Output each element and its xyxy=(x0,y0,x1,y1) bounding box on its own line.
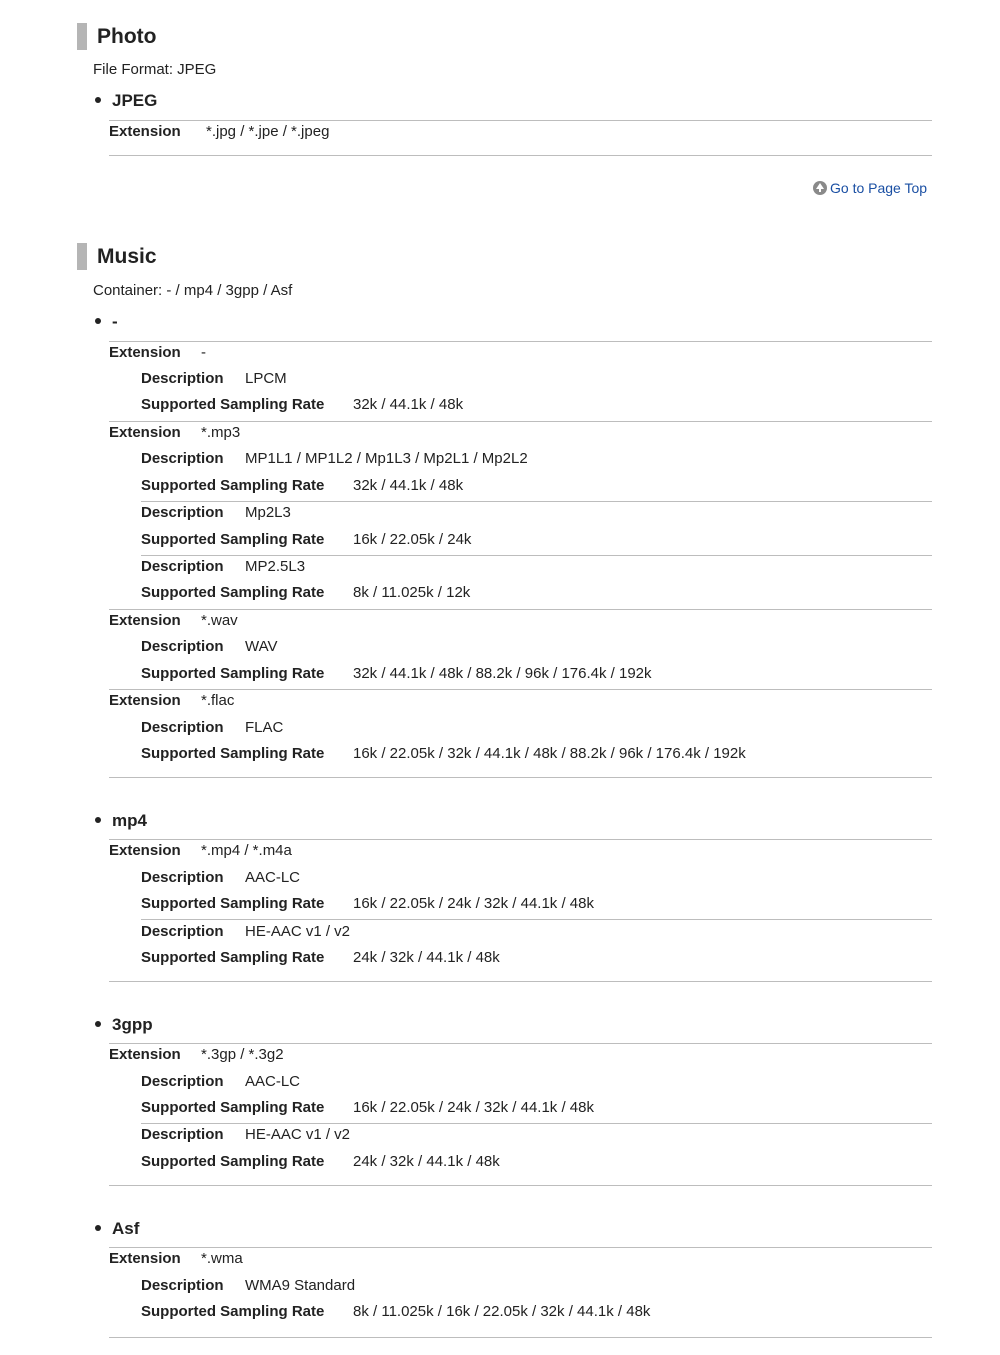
divider xyxy=(109,120,932,121)
divider xyxy=(141,919,932,920)
format-name: mp4 xyxy=(112,811,147,830)
extension-row xyxy=(109,842,292,860)
extension-row xyxy=(109,612,238,630)
divider xyxy=(141,501,932,502)
description-value: LPCM xyxy=(245,370,287,387)
description-label: Description xyxy=(141,1073,224,1090)
sampling-rate-value: 8k / 11.025k / 16k / 22.05k / 32k / 44.1k / 48k xyxy=(353,1303,651,1320)
sampling-rate-row xyxy=(141,1099,594,1117)
music-container: Container: - / mp4 / 3gpp / Asf xyxy=(93,282,293,299)
go-to-page-top-label: Go to Page Top xyxy=(830,180,928,196)
format-heading xyxy=(95,1219,139,1239)
extension-label: Extension xyxy=(109,123,181,140)
bullet-icon xyxy=(95,318,101,324)
divider xyxy=(109,1043,932,1044)
section-marker xyxy=(77,243,87,270)
divider xyxy=(109,777,932,778)
description-value: AAC-LC xyxy=(245,1073,301,1090)
extension-value: *.3gp / *.3g2 xyxy=(201,1046,284,1063)
extension-label: Extension xyxy=(109,1250,181,1267)
description-label: Description xyxy=(141,719,224,736)
sampling-rate-label: Supported Sampling Rate xyxy=(141,1303,325,1320)
format-name: 3gpp xyxy=(112,1015,153,1034)
description-row xyxy=(141,450,528,468)
photo-file-format: File Format: JPEG xyxy=(93,61,217,78)
divider xyxy=(141,555,932,556)
description-label: Description xyxy=(141,370,224,387)
arrow-up-circle-icon xyxy=(813,181,827,195)
description-value: FLAC xyxy=(245,719,284,736)
description-row xyxy=(141,1277,356,1295)
format-name: - xyxy=(112,312,118,331)
description-value: MP2.5L3 xyxy=(245,558,306,575)
description-label: Description xyxy=(141,1277,224,1294)
extension-label: Extension xyxy=(109,692,181,709)
description-row xyxy=(141,638,278,656)
sampling-rate-row xyxy=(141,477,464,495)
extension-label: Extension xyxy=(109,424,181,441)
description-row xyxy=(141,719,284,737)
description-label: Description xyxy=(141,869,224,886)
divider xyxy=(109,1247,932,1248)
bullet-icon xyxy=(95,817,101,823)
go-to-page-top-link[interactable] xyxy=(813,180,927,196)
description-value: MP1L1 / MP1L2 / Mp1L3 / Mp2L1 / Mp2L2 xyxy=(245,450,528,467)
section-title: Photo xyxy=(97,25,157,48)
divider xyxy=(109,421,932,422)
sampling-rate-value: 16k / 22.05k / 32k / 44.1k / 48k / 88.2k / 96k / 176.4k / 192k xyxy=(353,745,746,762)
extension-value: *.wma xyxy=(201,1250,243,1267)
divider xyxy=(109,155,932,156)
sampling-rate-label: Supported Sampling Rate xyxy=(141,949,325,966)
sampling-rate-row xyxy=(141,1153,500,1171)
sampling-rate-label: Supported Sampling Rate xyxy=(141,396,325,413)
divider xyxy=(109,689,932,690)
sampling-rate-label: Supported Sampling Rate xyxy=(141,745,325,762)
music-section-header xyxy=(77,243,677,269)
extension-value: *.jpg / *.jpe / *.jpeg xyxy=(206,123,330,140)
sampling-rate-value: 32k / 44.1k / 48k xyxy=(353,396,464,413)
sampling-rate-label: Supported Sampling Rate xyxy=(141,584,325,601)
extension-row xyxy=(109,344,206,362)
description-row xyxy=(141,504,291,522)
description-value: HE-AAC v1 / v2 xyxy=(245,1126,351,1143)
sampling-rate-label: Supported Sampling Rate xyxy=(141,1099,325,1116)
description-value: AAC-LC xyxy=(245,869,301,886)
extension-label: Extension xyxy=(109,842,181,859)
description-label: Description xyxy=(141,558,224,575)
sampling-rate-row xyxy=(141,745,746,763)
sampling-rate-value: 16k / 22.05k / 24k / 32k / 44.1k / 48k xyxy=(353,1099,594,1116)
description-row xyxy=(141,370,287,388)
extension-label: Extension xyxy=(109,1046,181,1063)
sampling-rate-value: 16k / 22.05k / 24k / 32k / 44.1k / 48k xyxy=(353,895,594,912)
description-value: WAV xyxy=(245,638,278,655)
extension-row xyxy=(109,692,235,710)
photo-section-header xyxy=(77,23,677,49)
photo-extension-row xyxy=(109,123,330,141)
format-heading xyxy=(95,312,118,332)
sampling-rate-label: Supported Sampling Rate xyxy=(141,531,325,548)
sampling-rate-row xyxy=(141,949,500,967)
extension-label: Extension xyxy=(109,612,181,629)
extension-value: - xyxy=(201,344,206,361)
bullet-icon xyxy=(95,97,101,103)
sampling-rate-value: 32k / 44.1k / 48k xyxy=(353,477,464,494)
sampling-rate-label: Supported Sampling Rate xyxy=(141,477,325,494)
sampling-rate-row xyxy=(141,396,464,414)
divider xyxy=(141,1123,932,1124)
sampling-rate-value: 8k / 11.025k / 12k xyxy=(353,584,471,601)
description-label: Description xyxy=(141,638,224,655)
sampling-rate-value: 24k / 32k / 44.1k / 48k xyxy=(353,1153,500,1170)
format-name: JPEG xyxy=(112,91,158,110)
sampling-rate-label: Supported Sampling Rate xyxy=(141,895,325,912)
sampling-rate-row xyxy=(141,1303,651,1321)
extension-value: *.mp3 xyxy=(201,424,241,441)
description-label: Description xyxy=(141,1126,224,1143)
sampling-rate-row xyxy=(141,665,652,683)
section-marker xyxy=(77,23,87,50)
sampling-rate-label: Supported Sampling Rate xyxy=(141,1153,325,1170)
format-name: Asf xyxy=(112,1219,140,1238)
description-label: Description xyxy=(141,504,224,521)
description-label: Description xyxy=(141,450,224,467)
divider xyxy=(109,1185,932,1186)
extension-row xyxy=(109,1046,284,1064)
description-value: Mp2L3 xyxy=(245,504,291,521)
sampling-rate-value: 16k / 22.05k / 24k xyxy=(353,531,472,548)
sampling-rate-row xyxy=(141,531,472,549)
bullet-icon xyxy=(95,1021,101,1027)
description-value: HE-AAC v1 / v2 xyxy=(245,923,351,940)
description-row xyxy=(141,558,306,576)
description-row xyxy=(141,1126,351,1144)
extension-value: *.wav xyxy=(201,612,238,629)
divider xyxy=(109,1337,932,1338)
description-row xyxy=(141,1073,301,1091)
extension-label: Extension xyxy=(109,344,181,361)
sampling-rate-row xyxy=(141,895,594,913)
description-row xyxy=(141,923,351,941)
divider xyxy=(109,981,932,982)
description-value: WMA9 Standard xyxy=(245,1277,356,1294)
extension-row xyxy=(109,424,241,442)
format-heading xyxy=(95,91,157,111)
sampling-rate-value: 24k / 32k / 44.1k / 48k xyxy=(353,949,500,966)
divider xyxy=(109,609,932,610)
sampling-rate-row xyxy=(141,584,471,602)
extension-value: *.flac xyxy=(201,692,235,709)
divider xyxy=(109,839,932,840)
format-heading xyxy=(95,811,147,831)
section-title: Music xyxy=(97,245,157,268)
extension-value: *.mp4 / *.m4a xyxy=(201,842,292,859)
format-heading xyxy=(95,1015,153,1035)
extension-row xyxy=(109,1250,243,1268)
sampling-rate-label: Supported Sampling Rate xyxy=(141,665,325,682)
description-label: Description xyxy=(141,923,224,940)
divider xyxy=(109,341,932,342)
description-row xyxy=(141,869,301,887)
sampling-rate-value: 32k / 44.1k / 48k / 88.2k / 96k / 176.4k / 192k xyxy=(353,665,652,682)
bullet-icon xyxy=(95,1225,101,1231)
